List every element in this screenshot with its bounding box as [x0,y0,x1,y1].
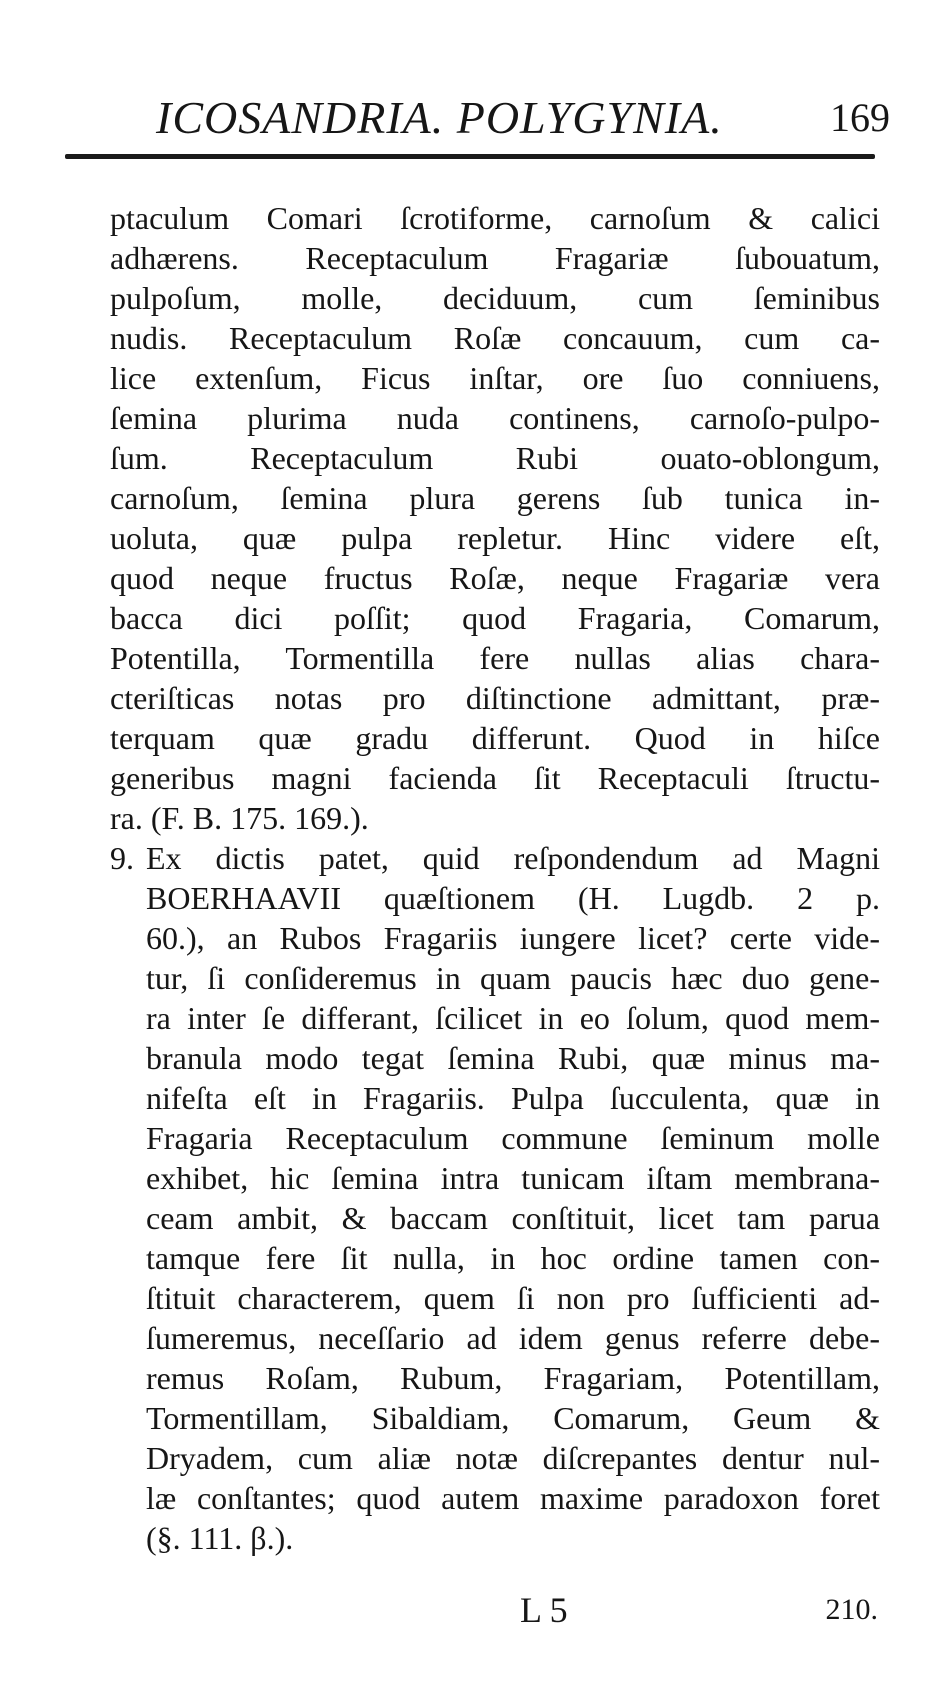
section-number: 9. [110,840,134,876]
text-line-content: nifeſta eſt in Fragariis. Pulpa ſucculenta, quæ in [146,1080,880,1116]
text-line [110,518,880,558]
text-line [110,958,880,998]
text-line [110,918,880,958]
text-line-content: branula modo tegat ſemina Rubi, quæ minus ma- [146,1040,880,1076]
text-line-content: cteriſticas notas pro diſtinctione admittant, præ- [110,680,880,716]
text-line-content: læ conſtantes; quod autem maxime paradoxon foret [146,1480,880,1516]
text-line-content: BOERHAAVII quæſtionem (H. Lugdb. 2 p. [146,880,880,916]
paragraph-section-9 [110,838,880,1558]
text-line-content: tamque fere ſit nulla, in hoc ordine tamen con- [146,1240,880,1276]
paragraph-continuation [110,198,880,838]
text-line-content: quod neque fructus Roſæ, neque Fragariæ vera [110,560,880,596]
text-line [110,1318,880,1358]
text-line-content: Dryadem, cum aliæ notæ diſcrepantes dentur nul- [146,1440,880,1476]
page-number: 169 [830,95,890,140]
text-line [110,798,880,838]
page-header [150,88,910,148]
text-line-content: ſumeremus, neceſſario ad idem genus referre debe- [146,1320,880,1356]
text-line [110,478,880,518]
text-line [110,838,880,878]
text-line [110,998,880,1038]
body-text [110,198,880,1558]
text-line-content: Potentilla, Tormentilla fere nullas alias chara- [110,640,880,676]
text-line [110,278,880,318]
text-line-content: uoluta, quæ pulpa repletur. Hinc videre eſt, [110,520,880,556]
text-line [110,398,880,438]
text-line [110,1478,880,1518]
text-line [110,1038,880,1078]
text-line-content: tur, ſi conſideremus in quam paucis hæc duo gene- [146,960,880,996]
text-line-content: lice extenſum, Ficus inſtar, ore ſuo conniuens, [110,360,880,396]
text-line [110,1078,880,1118]
text-line-content: ra. (F. B. 175. 169.). [110,800,369,836]
text-line [110,1198,880,1238]
text-line-content: terquam quæ gradu differunt. Quod in hiſce [110,720,880,756]
text-line-content: generibus magni facienda ſit Receptaculi ſtructu- [110,760,880,796]
catchword: 210. [825,1593,878,1626]
text-line-content: bacca dici poſſit; quod Fragaria, Comarum, [110,600,880,636]
text-line [110,1398,880,1438]
text-line [110,638,880,678]
text-line [110,1518,880,1558]
text-line [110,758,880,798]
text-line-content: carnoſum, ſemina plura gerens ſub tunica in- [110,480,880,516]
text-line [110,238,880,278]
text-line [110,1118,880,1158]
text-line [110,598,880,638]
text-line [110,1358,880,1398]
text-line [110,1158,880,1198]
text-line [110,718,880,758]
text-line [110,1438,880,1478]
text-line [110,1238,880,1278]
text-line-content: Ex dictis patet, quid reſpondendum ad Magni [146,840,880,876]
header-rule [65,154,875,159]
text-line [110,358,880,398]
signature-mark: L 5 [520,1590,568,1630]
running-title: ICOSANDRIA. POLYGYNIA. [156,92,723,143]
text-line-content: Fragaria Receptaculum commune ſeminum molle [146,1120,880,1156]
text-line-content: pulpoſum, molle, deciduum, cum ſeminibus [110,280,880,316]
text-line-content: (§. 111. β.). [146,1520,294,1556]
text-line-content: ra inter ſe differant, ſcilicet in eo ſolum, quod mem- [146,1000,880,1036]
text-line-content: nudis. Receptaculum Roſæ concauum, cum ca- [110,320,880,356]
text-line-content: 60.), an Rubos Fragariis iungere licet? certe vide- [146,920,880,956]
text-line-content: exhibet, hic ſemina intra tunicam iſtam membrana- [146,1160,880,1196]
text-line-content: ſtituit characterem, quem ſi non pro ſufficienti ad- [146,1280,880,1316]
text-line [110,678,880,718]
text-line-content: ſum. Receptaculum Rubi ouato-oblongum, [110,440,880,476]
text-line-content: Tormentillam, Sibaldiam, Comarum, Geum & [146,1400,880,1436]
text-line [110,198,880,238]
text-line [110,318,880,358]
text-line-content: ſemina plurima nuda continens, carnoſo-pulpo- [110,400,880,436]
text-line [110,558,880,598]
text-line-content: remus Roſam, Rubum, Fragariam, Potentillam, [146,1360,880,1396]
text-line [110,438,880,478]
text-line [110,878,880,918]
text-line-content: ptaculum Comari ſcrotiforme, carnoſum & calici [110,200,880,236]
page-footer [0,1580,933,1640]
text-line-content: ceam ambit, & baccam conſtituit, licet tam parua [146,1200,880,1236]
text-line [110,1278,880,1318]
text-line-content: adhærens. Receptaculum Fragariæ ſubouatum, [110,240,880,276]
